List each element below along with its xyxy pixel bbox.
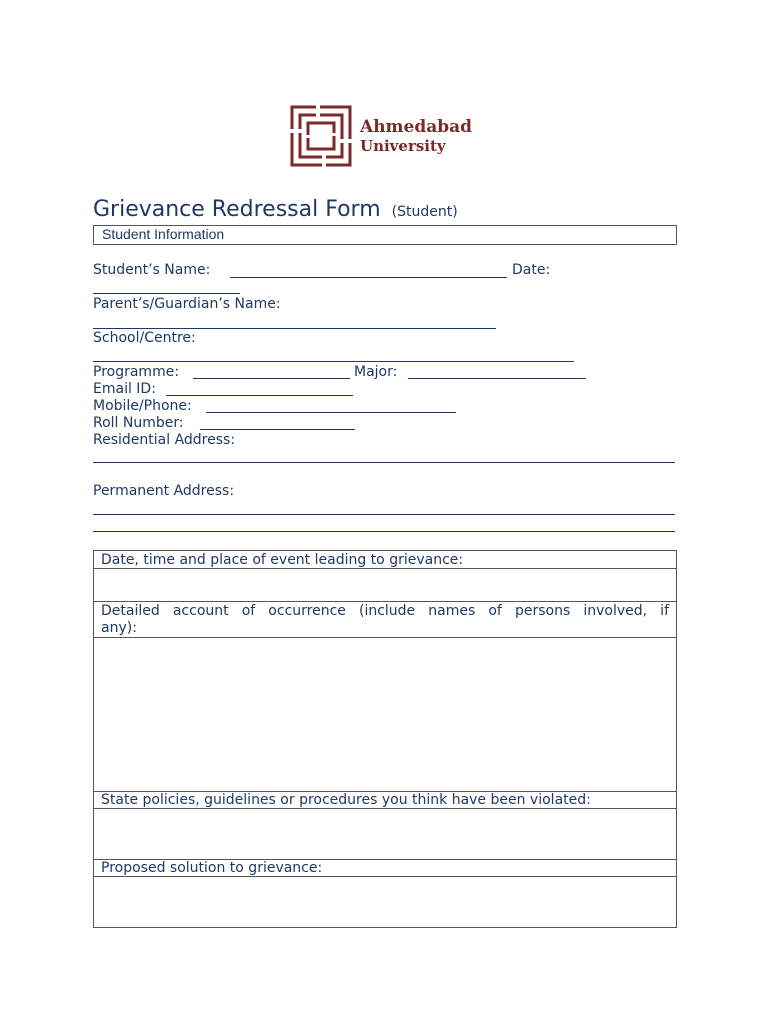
residential-address-label: Residential Address: bbox=[93, 432, 236, 448]
section-label: Student Information bbox=[102, 226, 225, 242]
programme-label: Programme: bbox=[93, 364, 180, 380]
policies-violated-answer[interactable] bbox=[94, 809, 676, 859]
student-name-label: Student’s Name: bbox=[93, 262, 211, 278]
university-logo bbox=[290, 105, 485, 167]
mobile-label: Mobile/Phone: bbox=[93, 398, 192, 414]
event-details-answer[interactable] bbox=[94, 569, 676, 601]
school-centre-line[interactable] bbox=[93, 361, 574, 362]
student-information-header bbox=[93, 225, 677, 245]
title-sub: (Student) bbox=[391, 204, 458, 220]
permanent-address-label: Permanent Address: bbox=[93, 483, 235, 499]
row-divider bbox=[94, 601, 676, 602]
occurrence-answer[interactable] bbox=[94, 638, 676, 790]
permanent-address-line-1[interactable] bbox=[93, 514, 675, 515]
programme-line[interactable] bbox=[193, 378, 350, 379]
title-main: Grievance Redressal Form bbox=[93, 197, 381, 222]
mobile-line[interactable] bbox=[206, 412, 456, 413]
major-label: Major: bbox=[354, 364, 398, 380]
date-line[interactable] bbox=[93, 293, 240, 294]
logo-line1: Ahmedabad bbox=[360, 117, 473, 137]
proposed-solution-label: Proposed solution to grievance: bbox=[101, 860, 323, 876]
date-label: Date: bbox=[512, 262, 551, 278]
parent-name-line[interactable] bbox=[93, 328, 496, 329]
permanent-address-line-2[interactable] bbox=[93, 531, 675, 532]
policies-violated-label: State policies, guidelines or procedures you think have been violated: bbox=[101, 792, 591, 808]
roll-number-label: Roll Number: bbox=[93, 415, 184, 431]
email-label: Email ID: bbox=[93, 381, 156, 397]
university-emblem-icon bbox=[290, 105, 352, 167]
email-line[interactable] bbox=[166, 395, 353, 396]
major-line[interactable] bbox=[408, 378, 586, 379]
proposed-solution-answer[interactable] bbox=[94, 877, 676, 925]
residential-address-line[interactable] bbox=[93, 462, 675, 463]
page-title bbox=[93, 197, 458, 222]
occurrence-label-line1: Detailed account of occurrence (include names of persons involved, if bbox=[101, 603, 669, 619]
logo-line2: University bbox=[360, 137, 446, 155]
parent-name-label: Parent’s/Guardian’s Name: bbox=[93, 296, 281, 312]
occurrence-label-line2: any): bbox=[101, 620, 137, 636]
roll-number-line[interactable] bbox=[200, 429, 355, 430]
school-centre-label: School/Centre: bbox=[93, 330, 196, 346]
grievance-details-table bbox=[93, 550, 677, 928]
student-name-line[interactable] bbox=[230, 277, 507, 278]
event-details-label: Date, time and place of event leading to grievance: bbox=[101, 552, 464, 568]
